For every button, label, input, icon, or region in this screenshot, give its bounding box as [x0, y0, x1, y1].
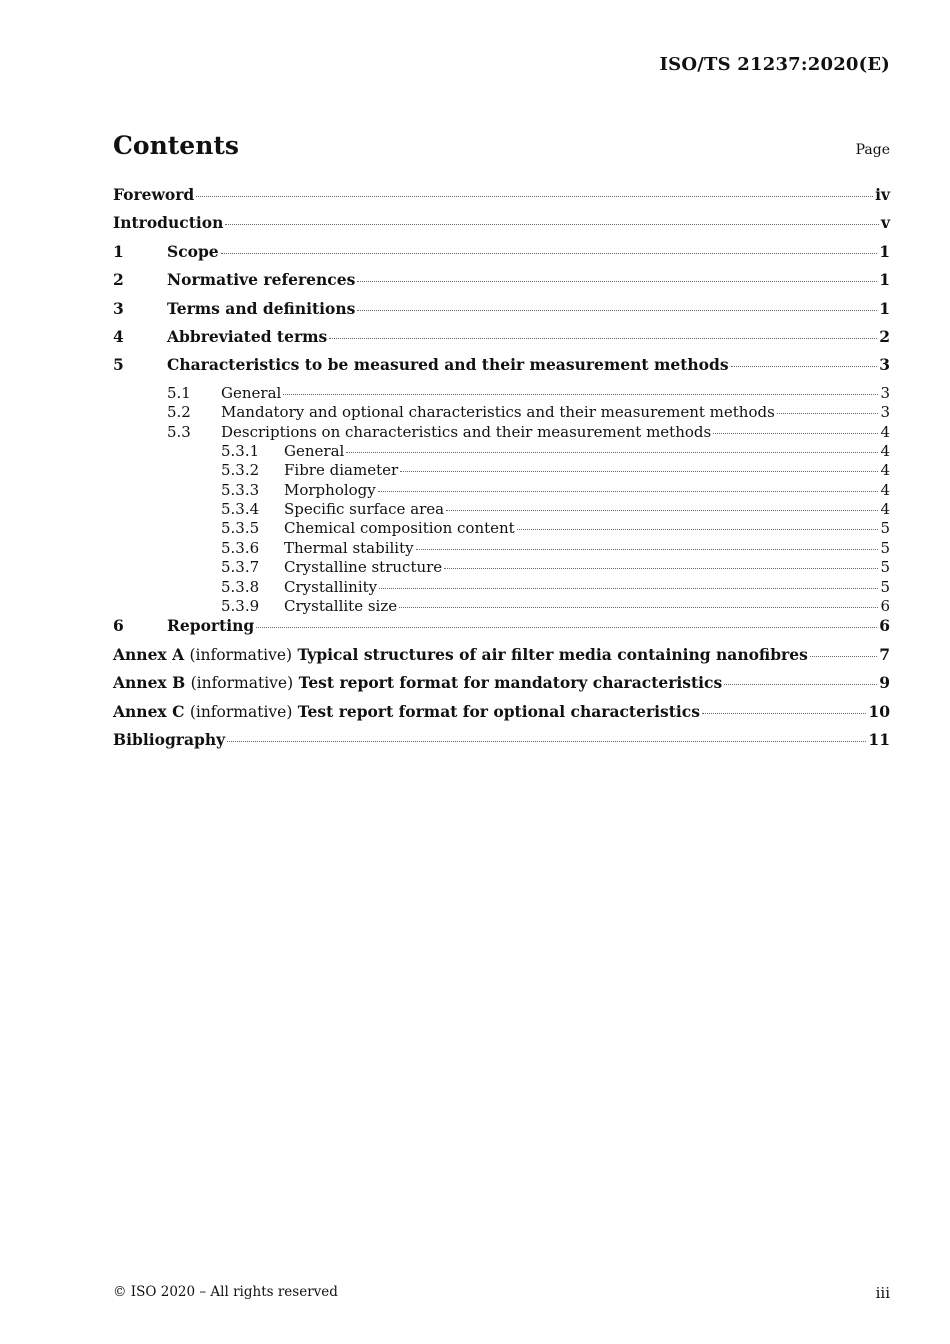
toc-entry-title: General [284, 441, 345, 460]
toc-entry-number: 2 [113, 270, 124, 290]
toc-entry-3[interactable] [113, 299, 890, 327]
toc-entry-number: 5.3 [167, 422, 191, 441]
toc-entry-title: Normative references [167, 270, 356, 290]
toc-entry-title: Specific surface area [284, 500, 445, 519]
toc-entry-title: Crystalline structure [284, 558, 443, 577]
toc-entry-number: 5.3.6 [221, 538, 260, 557]
toc-entry-title: Crystallite size [284, 597, 398, 616]
toc-entry-5-1[interactable] [113, 384, 890, 403]
toc-entry-number: 4 [113, 326, 124, 346]
toc-entry-page: 5 [880, 558, 890, 577]
toc-entry-foreword[interactable] [113, 185, 890, 213]
toc-entry-page: 4 [880, 441, 890, 460]
page-title: Contents [113, 131, 240, 160]
leader-dots [702, 712, 866, 714]
leader-dots [400, 470, 878, 472]
toc-entry-page: 5 [880, 577, 890, 596]
document-id: ISO/TS 21237:2020(E) [659, 54, 890, 75]
toc-entry-title: General [221, 383, 282, 402]
toc-entry-5-3-8[interactable] [113, 578, 890, 597]
leader-dots [444, 567, 878, 569]
toc-entry-title: Morphology [284, 480, 376, 499]
toc-entry-number: 5.3.4 [221, 500, 260, 519]
toc-entry-title: Introduction [113, 213, 224, 233]
toc-entry-title: Crystallinity [284, 577, 378, 596]
leader-dots [196, 195, 873, 197]
toc-entry-number: 5.3.2 [221, 461, 260, 480]
toc-entry-5-3-4[interactable] [113, 500, 890, 519]
page-number: iii [875, 1284, 890, 1302]
toc-entry-5-3-9[interactable] [113, 597, 890, 616]
toc-entry-page: 2 [879, 326, 890, 346]
toc-entry-title: Test report format for optional characteristics [297, 701, 700, 721]
toc-entry-1[interactable] [113, 242, 890, 270]
toc-entry-title: Test report format for mandatory characteristics [298, 673, 723, 693]
toc-entry-title: Characteristics to be measured and their measurement methods [167, 355, 729, 375]
leader-dots [724, 683, 877, 685]
toc-entry-title: Mandatory and optional characteristics and their measurement methods [221, 403, 775, 422]
leader-dots [399, 606, 878, 608]
leader-dots [221, 252, 878, 254]
copyright-notice: © ISO 2020 – All rights reserved [113, 1284, 338, 1300]
contents-heading-row [113, 130, 890, 162]
toc-entry-title: Thermal stability [284, 538, 414, 557]
page-footer [113, 1284, 890, 1302]
toc-entry-annex-b[interactable] [113, 673, 890, 701]
toc-entry-title: Descriptions on characteristics and their measurement methods [221, 422, 712, 441]
toc-entry-5-3-2[interactable] [113, 461, 890, 480]
toc-entry-page: 4 [880, 480, 890, 499]
toc-entry-annex-a[interactable] [113, 645, 890, 673]
leader-dots [713, 432, 878, 434]
toc-entry-page: v [880, 213, 890, 233]
toc-entry-number: 5.3.9 [221, 597, 260, 616]
toc-entry-title: Chemical composition content [284, 519, 515, 538]
toc-entry-5-2[interactable] [113, 403, 890, 422]
toc-entry-5-3-7[interactable] [113, 558, 890, 577]
toc-entry-number: 5 [113, 355, 124, 375]
toc-entry-4[interactable] [113, 327, 890, 355]
toc-entry-page: 4 [880, 461, 890, 480]
leader-dots [810, 655, 877, 657]
toc-entry-title: Bibliography [113, 729, 226, 749]
toc-entry-annex-c[interactable] [113, 702, 890, 730]
toc-annex-label: Annex A [113, 644, 185, 664]
toc-entry-title: Abbreviated terms [167, 326, 328, 346]
toc-entry-page: 6 [880, 597, 890, 616]
toc-entry-page: 1 [879, 298, 890, 318]
toc-annex-label: Annex B [113, 673, 186, 693]
toc-entry-page: 10 [868, 701, 890, 721]
leader-dots [416, 548, 879, 550]
toc-entry-title: Fibre diameter [284, 461, 399, 480]
leader-dots [329, 337, 877, 339]
toc-entry-page: 1 [879, 241, 890, 261]
toc-entry-page: 4 [880, 500, 890, 519]
toc-entry-5-3-3[interactable] [113, 481, 890, 500]
toc-entry-page: 4 [880, 422, 890, 441]
leader-dots [379, 587, 878, 589]
toc-entry-5-3-1[interactable] [113, 442, 890, 461]
toc-entry-6[interactable] [113, 616, 890, 644]
table-of-contents [113, 185, 890, 758]
toc-entry-page: 3 [880, 383, 890, 402]
leader-dots [357, 309, 877, 311]
toc-entry-page: 5 [880, 538, 890, 557]
toc-entry-number: 5.3.1 [221, 441, 260, 460]
toc-entry-page: 3 [879, 355, 890, 375]
toc-entry-title: Scope [167, 241, 219, 261]
toc-entry-5[interactable] [113, 355, 890, 383]
leader-dots [731, 365, 878, 367]
toc-annex-label: Annex C [113, 701, 185, 721]
toc-entry-page: 9 [879, 673, 890, 693]
toc-entry-page: 11 [868, 729, 890, 749]
toc-annex-informative: (informative) [189, 702, 293, 721]
leader-dots [378, 490, 879, 492]
toc-entry-5-3[interactable] [113, 423, 890, 442]
page-column-label: Page [855, 142, 890, 158]
toc-entry-number: 5.3.3 [221, 480, 260, 499]
toc-entry-page: 7 [879, 644, 890, 664]
toc-entry-5-3-5[interactable] [113, 519, 890, 538]
toc-entry-number: 5.3.5 [221, 519, 260, 538]
toc-entry-page: 1 [879, 270, 890, 290]
toc-entry-page: 5 [880, 519, 890, 538]
toc-entry-number: 5.1 [167, 383, 191, 402]
toc-annex-informative: (informative) [190, 674, 294, 693]
leader-dots [446, 509, 878, 511]
leader-dots [256, 626, 877, 628]
toc-entry-title: Terms and definitions [167, 298, 356, 318]
toc-entry-introduction[interactable] [113, 213, 890, 241]
toc-entry-title: Foreword [113, 185, 195, 204]
toc-entry-number: 6 [113, 616, 124, 636]
leader-dots [777, 412, 879, 414]
toc-entry-page: iv [875, 185, 890, 204]
toc-entry-page: 6 [879, 616, 890, 636]
leader-dots [357, 280, 877, 282]
toc-entry-title: Typical structures of air filter media containing nanofibres [297, 644, 808, 664]
leader-dots [225, 223, 879, 225]
toc-entry-5-3-6[interactable] [113, 539, 890, 558]
leader-dots [283, 393, 878, 395]
leader-dots [517, 528, 879, 530]
toc-annex-informative: (informative) [189, 645, 293, 664]
toc-entry-number: 3 [113, 298, 124, 318]
toc-entry-number: 5.3.8 [221, 577, 260, 596]
toc-entry-bibliography[interactable] [113, 730, 890, 758]
leader-dots [227, 740, 866, 742]
toc-entry-number: 1 [113, 241, 124, 261]
toc-entry-page: 3 [880, 403, 890, 422]
toc-entry-2[interactable] [113, 270, 890, 298]
toc-entry-title: Reporting [167, 616, 255, 636]
toc-entry-number: 5.3.7 [221, 558, 260, 577]
toc-entry-number: 5.2 [167, 403, 191, 422]
leader-dots [346, 451, 878, 453]
